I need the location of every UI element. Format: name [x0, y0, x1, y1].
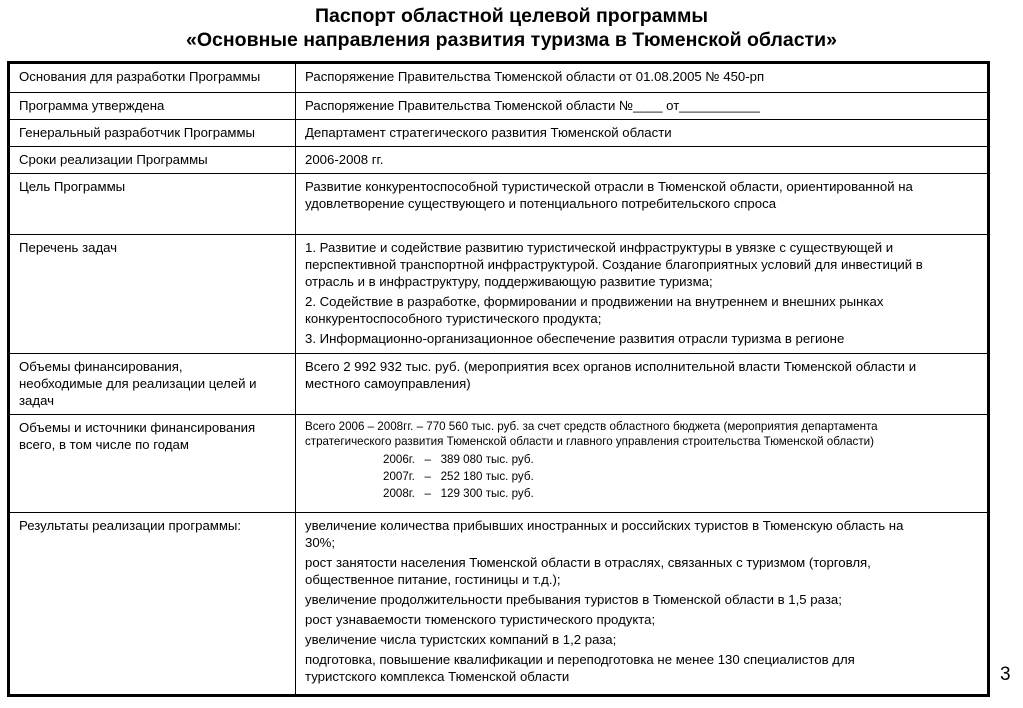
task-line: 3. Информационно-организационное обеспечение развития отрасли туризма в регионе	[305, 331, 845, 346]
row-value-line: стратегического развития Тюменской области и главного управления строительства Тюменской области)	[305, 435, 874, 448]
row-value-financing-sources	[296, 415, 988, 513]
table-row	[10, 64, 988, 93]
row-value-line: Распоряжение Правительства Тюменской области от 01.08.2005 № 450-рп	[305, 69, 765, 84]
result-line: увеличение числа туристских компаний в 1,2 раза;	[305, 632, 617, 647]
row-label-line: Перечень задач	[19, 240, 118, 255]
row-label-line: Цель Программы	[19, 179, 126, 194]
table-row	[10, 415, 988, 513]
task-line: конкурентоспособного туристического продукта;	[305, 311, 602, 326]
task-item	[305, 330, 979, 347]
row-label-line: Программа утверждена	[19, 98, 165, 113]
result-item	[305, 651, 979, 685]
table-row	[10, 513, 988, 695]
result-item	[305, 591, 979, 608]
result-item	[305, 611, 979, 628]
row-value-line: Развитие конкурентоспособной туристической отрасли в Тюменской области, ориентированной на	[305, 179, 913, 194]
row-label-goal	[10, 174, 296, 235]
row-value-tasks	[296, 235, 988, 354]
row-value-line: Департамент стратегического развития Тюменской области	[305, 125, 672, 140]
table-row	[10, 235, 988, 354]
result-line: 30%;	[305, 535, 336, 550]
row-value-financing-needed	[296, 354, 988, 415]
row-label-line: Объемы и источники финансирования	[19, 420, 256, 435]
result-line: подготовка, повышение квалификации и переподготовка не менее 130 специалистов для	[305, 652, 855, 667]
table-row	[10, 354, 988, 415]
row-label-line: Генеральный разработчик Программы	[19, 125, 256, 140]
table-row	[10, 147, 988, 174]
row-value-goal	[296, 174, 988, 235]
table-row	[10, 120, 988, 147]
table-row	[10, 174, 988, 235]
row-label-tasks	[10, 235, 296, 354]
result-line: увеличение количества прибывших иностранных и российских туристов в Тюменскую область на	[305, 518, 904, 533]
result-line: общественное питание, гостиницы и т.д.);	[305, 572, 561, 587]
row-label-line: всего, в том числе по годам	[19, 437, 189, 452]
row-label-developer	[10, 120, 296, 147]
page-number: 3	[1000, 664, 1011, 685]
result-item	[305, 554, 979, 588]
title-line-2: «Основные направления развития туризма в Тюменской области»	[186, 29, 837, 51]
row-value-line: Всего 2 992 932 тыс. руб. (мероприятия всех органов исполнительной власти Тюменской области и	[305, 359, 917, 374]
row-label-line: Объемы финансирования,	[19, 359, 183, 374]
result-item	[305, 631, 979, 648]
table-row	[10, 93, 988, 120]
row-value-period	[296, 147, 988, 174]
task-item	[305, 293, 979, 327]
row-value-line: местного самоуправления)	[305, 376, 471, 391]
row-value-basis	[296, 64, 988, 93]
row-value-approved	[296, 93, 988, 120]
page-title	[0, 4, 1023, 52]
row-label-basis	[10, 64, 296, 93]
year-amount: 2008г. – 129 300 тыс. руб.	[383, 487, 534, 500]
task-line: 2. Содействие в разработке, формировании и продвижении на внутреннем и внешних рынках	[305, 294, 884, 309]
row-label-approved	[10, 93, 296, 120]
row-label-results	[10, 513, 296, 695]
row-value-line: удовлетворение существующего и потенциального потребительского спроса	[305, 196, 777, 211]
title-line-1: Паспорт областной целевой программы	[314, 5, 709, 27]
year-amount: 2007г. – 252 180 тыс. руб.	[383, 470, 534, 483]
result-line: рост узнаваемости тюменского туристического продукта;	[305, 612, 656, 627]
row-label-period	[10, 147, 296, 174]
row-value-developer	[296, 120, 988, 147]
row-label-financing-sources	[10, 415, 296, 513]
task-item	[305, 239, 979, 290]
row-label-line: Сроки реализации Программы	[19, 152, 208, 167]
row-value-line: Всего 2006 – 2008гг. – 770 560 тыс. руб. за счет средств областного бюджета (мероприятия департамента	[305, 420, 878, 433]
task-line: 1. Развитие и содействие развитию туристической инфраструктуры в увязке с существующей и	[305, 240, 894, 255]
row-value-results	[296, 513, 988, 695]
result-line: туристского комплекса Тюменской области	[305, 669, 570, 684]
row-label-line: Основания для разработки Программы	[19, 69, 261, 84]
row-value-line: 2006-2008 гг.	[305, 152, 384, 167]
task-line: перспективной транспортной инфраструктурой. Создание благоприятных условий для инвестиций в	[305, 257, 923, 272]
row-label-financing-needed	[10, 354, 296, 415]
program-passport-table	[7, 61, 990, 697]
result-line: рост занятости населения Тюменской области в отраслях, связанных с туризмом (торговля,	[305, 555, 871, 570]
result-line: увеличение продолжительности пребывания туристов в Тюменской области в 1,5 раза;	[305, 592, 842, 607]
row-value-line: Распоряжение Правительства Тюменской области №____ от___________	[305, 98, 760, 113]
result-item	[305, 517, 979, 551]
row-label-line: необходимые для реализации целей и	[19, 376, 257, 391]
financing-by-year	[305, 451, 979, 502]
year-amount: 2006г. – 389 080 тыс. руб.	[383, 453, 534, 466]
row-label-line: Результаты реализации программы:	[19, 518, 242, 533]
task-line: отрасль и в инфраструктуру, поддерживающую развитие туризма;	[305, 274, 713, 289]
passport-table	[9, 63, 988, 695]
row-label-line: задач	[19, 393, 54, 408]
